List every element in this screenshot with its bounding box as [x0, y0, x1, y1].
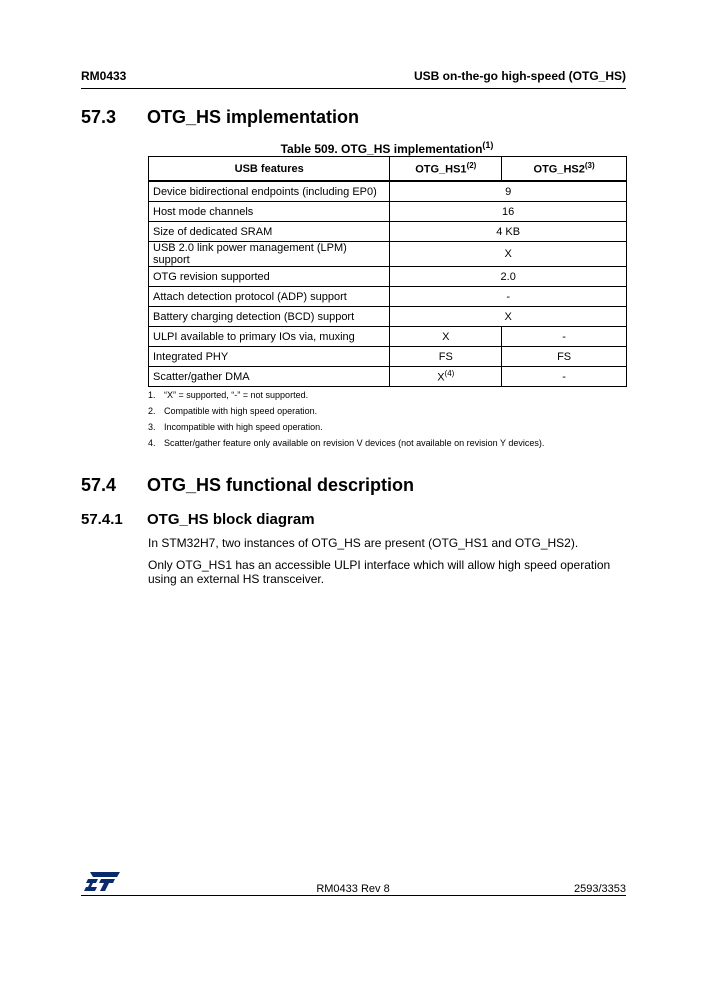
- hs2-value-cell: -: [502, 367, 627, 387]
- header-otg-hs2-label: OTG_HS2: [533, 163, 585, 176]
- feature-cell: Size of dedicated SRAM: [149, 222, 390, 242]
- table-caption-ref: (1): [482, 140, 494, 150]
- note-item: [148, 435, 544, 451]
- note-item: [148, 403, 544, 419]
- table-header-row: [149, 157, 627, 182]
- section-title: OTG_HS implementation: [147, 107, 360, 127]
- note-number: 3.: [148, 422, 156, 432]
- table-caption: [148, 140, 626, 156]
- note-item: [148, 419, 544, 435]
- section-number: 57.4: [81, 475, 117, 495]
- footer-page-number: 2593/3353: [574, 883, 626, 895]
- feature-cell: USB 2.0 link power management (LPM) support: [149, 242, 390, 267]
- section-title: OTG_HS block diagram: [147, 511, 315, 528]
- note-text: “X” = supported, “-” = not supported.: [164, 390, 309, 400]
- body-paragraph: In STM32H7, two instances of OTG_HS are present (OTG_HS1 and OTG_HS2).: [148, 536, 579, 550]
- header-otg-hs2: [502, 157, 627, 182]
- value-cell: 16: [390, 202, 627, 222]
- table-row: [149, 347, 627, 367]
- header-divider: [81, 88, 626, 89]
- footer-revision: RM0433 Rev 8: [316, 883, 390, 895]
- table-caption-text: Table 509. OTG_HS implementation: [280, 142, 483, 156]
- table-row: [149, 242, 627, 267]
- feature-cell: Scatter/gather DMA: [149, 367, 390, 387]
- feature-cell: Host mode channels: [149, 202, 390, 222]
- note-text: Compatible with high speed operation.: [164, 406, 318, 416]
- header-title: USB on-the-go high-speed (OTG_HS): [414, 69, 626, 83]
- header-otg-hs2-ref: (3): [584, 161, 595, 171]
- value-cell: 2.0: [390, 267, 627, 287]
- value-cell: X: [390, 307, 627, 327]
- value-cell: 9: [390, 181, 627, 202]
- table-row: [149, 327, 627, 347]
- footer-divider: [81, 895, 626, 896]
- table-row: [149, 202, 627, 222]
- feature-cell: Battery charging detection (BCD) support: [149, 307, 390, 327]
- hs1-value: X: [437, 371, 445, 384]
- table-row: [149, 367, 627, 387]
- value-cell: -: [390, 287, 627, 307]
- note-item: [148, 387, 544, 403]
- hs1-value-ref: (4): [444, 369, 455, 379]
- hs1-value-cell: X: [390, 327, 502, 347]
- implementation-table: [148, 156, 627, 387]
- feature-cell: Attach detection protocol (ADP) support: [149, 287, 390, 307]
- table-notes: [148, 387, 544, 451]
- header-otg-hs1-ref: (2): [466, 161, 477, 171]
- table-row: [149, 222, 627, 242]
- body-paragraph: Only OTG_HS1 has an accessible ULPI interface which will allow high speed operation using an external HS transceiver.: [148, 558, 611, 586]
- feature-cell: Device bidirectional endpoints (including EP0): [149, 181, 390, 202]
- header-doc-id: RM0433: [81, 69, 127, 83]
- note-number: 4.: [148, 438, 156, 448]
- table-row: [149, 307, 627, 327]
- table-row: [149, 267, 627, 287]
- section-number: 57.3: [81, 107, 117, 127]
- note-number: 1.: [148, 390, 156, 400]
- table-row: [149, 287, 627, 307]
- section-title: OTG_HS functional description: [147, 475, 415, 495]
- header-otg-hs1-label: OTG_HS1: [415, 163, 467, 176]
- note-text: Incompatible with high speed operation.: [164, 422, 323, 432]
- table-row: [149, 181, 627, 202]
- header-otg-hs1: [390, 157, 502, 182]
- hs2-value-cell: FS: [502, 347, 627, 367]
- feature-cell: Integrated PHY: [149, 347, 390, 367]
- hs1-value-cell: FS: [390, 347, 502, 367]
- hs2-value-cell: -: [502, 327, 627, 347]
- hs1-value-cell: [390, 367, 502, 387]
- note-number: 2.: [148, 406, 156, 416]
- value-cell: X: [390, 242, 627, 267]
- value-cell: 4 KB: [390, 222, 627, 242]
- note-text: Scatter/gather feature only available on revision V devices (not available on revision Y devices).: [164, 438, 545, 448]
- header-usb-features: USB features: [149, 157, 390, 182]
- section-number: 57.4.1: [81, 511, 123, 528]
- feature-cell: ULPI available to primary IOs via, muxing: [149, 327, 390, 347]
- feature-cell: OTG revision supported: [149, 267, 390, 287]
